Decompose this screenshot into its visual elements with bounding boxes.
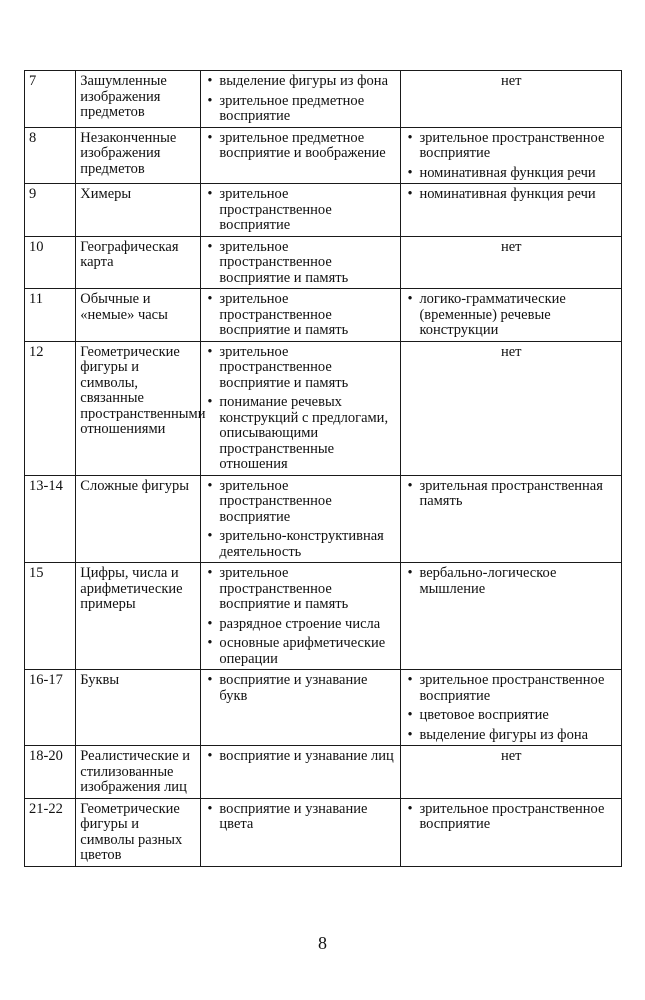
table-row [25, 798, 622, 866]
table-row [25, 341, 622, 475]
primary-functions [201, 798, 401, 866]
primary-item: • восприятие и узнавание букв [205, 673, 396, 704]
primary-list [205, 802, 396, 833]
primary-item: • зрительное предметное восприятие [205, 94, 396, 125]
primary-item: • зрительное предметное восприятие и воображение [205, 131, 396, 162]
row-number: 10 [25, 236, 76, 289]
table-row [25, 184, 622, 237]
table-row [25, 670, 622, 746]
secondary-functions [401, 746, 622, 799]
primary-item: • разрядное строение числа [205, 617, 396, 633]
primary-item: • зрительное пространственное восприятие и память [205, 345, 396, 392]
page-number: 8 [318, 933, 327, 953]
material-name: Буквы [76, 670, 201, 746]
primary-list [205, 74, 396, 125]
secondary-item: • логико-грамматические (временные) речевые конструкции [405, 292, 617, 339]
primary-list [205, 566, 396, 667]
table-row [25, 563, 622, 670]
secondary-list [405, 187, 617, 203]
none-label: нет [500, 73, 522, 89]
row-number: 13-14 [25, 475, 76, 563]
secondary-item: • зрительное пространственное восприятие [405, 131, 617, 162]
secondary-functions [401, 341, 622, 475]
primary-functions [201, 236, 401, 289]
primary-list [205, 131, 396, 162]
table-body [25, 71, 622, 867]
row-number: 18-20 [25, 746, 76, 799]
secondary-list [405, 673, 617, 743]
primary-functions [201, 563, 401, 670]
row-number: 15 [25, 563, 76, 670]
secondary-item: • цветовое восприятие [405, 708, 617, 724]
table-row [25, 236, 622, 289]
primary-item: • восприятие и узнавание цвета [205, 802, 396, 833]
secondary-item: • зрительная пространственная память [405, 479, 617, 510]
row-number: 12 [25, 341, 76, 475]
primary-item: • зрительное пространственное восприятие [205, 479, 396, 526]
row-number: 7 [25, 71, 76, 128]
primary-functions [201, 341, 401, 475]
primary-item: • восприятие и узнавание лиц [205, 749, 396, 765]
table-row [25, 127, 622, 184]
primary-item: • основные арифметические операции [205, 636, 396, 667]
row-number: 8 [25, 127, 76, 184]
secondary-functions [401, 289, 622, 342]
material-name: Химеры [76, 184, 201, 237]
primary-list [205, 292, 396, 339]
secondary-item: • зрительное пространственное восприятие [405, 673, 617, 704]
secondary-list [405, 802, 617, 833]
primary-functions [201, 289, 401, 342]
table-row [25, 289, 622, 342]
material-name: Реалистические и стилизованные изображения лиц [76, 746, 201, 799]
functions-table [24, 70, 622, 867]
material-name: Геометрические фигуры и символы разных цветов [76, 798, 201, 866]
secondary-list [405, 566, 617, 597]
secondary-functions [401, 127, 622, 184]
secondary-list [405, 131, 617, 182]
material-name: Обычные и «немые» часы [76, 289, 201, 342]
primary-item: • зрительное пространственное восприятие [205, 187, 396, 234]
none-label: нет [500, 343, 522, 360]
secondary-item: • номинативная функция речи [405, 187, 617, 203]
secondary-functions [401, 71, 622, 128]
primary-functions [201, 184, 401, 237]
secondary-item: • зрительное пространственное восприятие [405, 802, 617, 833]
row-number: 9 [25, 184, 76, 237]
primary-list [205, 479, 396, 561]
secondary-functions [401, 236, 622, 289]
secondary-functions [401, 184, 622, 237]
material-name: Геометрические фигуры и символы, связанные пространственными отношениями [76, 341, 201, 475]
secondary-list [405, 479, 617, 510]
primary-list [205, 187, 396, 234]
primary-item: • зрительное пространственное восприятие и память [205, 292, 396, 339]
secondary-functions [401, 563, 622, 670]
primary-list [205, 345, 396, 473]
row-number: 21-22 [25, 798, 76, 866]
secondary-functions [401, 670, 622, 746]
primary-list [205, 673, 396, 704]
primary-item: • зрительное пространственное восприятие и память [205, 240, 396, 287]
secondary-functions [401, 475, 622, 563]
table-row [25, 71, 622, 128]
primary-item: • зрительное пространственное восприятие и память [205, 566, 396, 613]
secondary-list [405, 292, 617, 339]
material-name: Незаконченные изображения предметов [76, 127, 201, 184]
primary-item: • понимание речевых конструкций с предлогами, описывающими пространственные отношения [205, 395, 396, 473]
primary-functions [201, 475, 401, 563]
none-label: нет [500, 238, 522, 255]
secondary-item: • вербально-логическое мышление [405, 566, 617, 597]
primary-functions [201, 746, 401, 799]
primary-item: • зрительно-конструктивная деятельность [205, 529, 396, 560]
primary-functions [201, 127, 401, 184]
primary-list [205, 240, 396, 287]
primary-functions [201, 71, 401, 128]
row-number: 16-17 [25, 670, 76, 746]
primary-functions [201, 670, 401, 746]
primary-item: • выделение фигуры из фона [205, 74, 396, 90]
material-name: Сложные фигуры [76, 475, 201, 563]
secondary-functions [401, 798, 622, 866]
row-number: 11 [25, 289, 76, 342]
secondary-item: • выделение фигуры из фона [405, 728, 617, 744]
secondary-item: • номинативная функция речи [405, 166, 617, 182]
table-row [25, 475, 622, 563]
material-name: Цифры, числа и арифметические примеры [76, 563, 201, 670]
primary-list [205, 749, 396, 765]
material-name: Зашумленные изображения предметов [76, 71, 201, 128]
material-name: Географическая карта [76, 236, 201, 289]
none-label: нет [500, 748, 522, 764]
table-row [25, 746, 622, 799]
